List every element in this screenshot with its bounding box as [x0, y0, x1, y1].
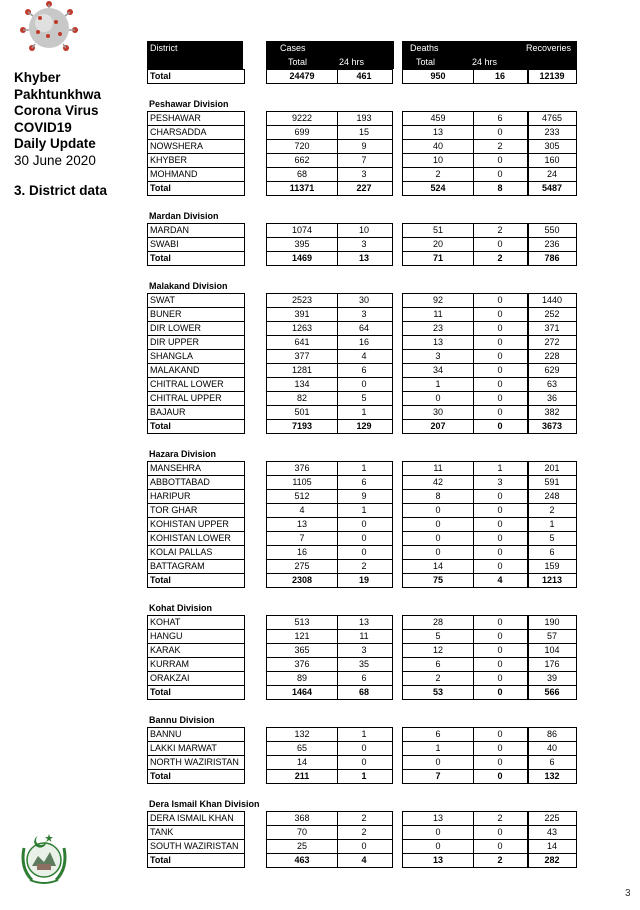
district-name: BUNER [147, 307, 245, 322]
cases-total: 641 [266, 335, 338, 350]
grand-total-label: Total [147, 69, 245, 84]
cases-total: 89 [266, 671, 338, 686]
district-name: ORAKZAI [147, 671, 245, 686]
deaths-total: 0 [402, 825, 474, 840]
deaths-total: 14 [402, 559, 474, 574]
cases-total: 121 [266, 629, 338, 644]
deaths-24hrs: 0 [472, 419, 529, 434]
cases-total: 4 [266, 503, 338, 518]
division-title: Bannu Division [149, 715, 215, 725]
cases-total: 1464 [266, 685, 338, 700]
deaths-total: 23 [402, 321, 474, 336]
cases-total: 368 [266, 811, 338, 826]
recoveries: 591 [527, 475, 577, 490]
deaths-24hrs: 0 [472, 531, 529, 546]
cases-total: 14 [266, 755, 338, 770]
cases-total: 2523 [266, 293, 338, 308]
deaths-total: 42 [402, 475, 474, 490]
district-name: KURRAM [147, 657, 245, 672]
district-name: TANK [147, 825, 245, 840]
cases-24hrs: 2 [336, 825, 393, 840]
recoveries: 86 [527, 727, 577, 742]
district-name: Total [147, 853, 245, 868]
deaths-total: 207 [402, 419, 474, 434]
district-name: LAKKI MARWAT [147, 741, 245, 756]
recoveries: 225 [527, 811, 577, 826]
cases-24hrs: 4 [336, 349, 393, 364]
deaths-total: 0 [402, 755, 474, 770]
division-title: Kohat Division [149, 603, 213, 613]
deaths-24hrs: 0 [472, 293, 529, 308]
grand-total-cases-24hrs: 461 [336, 69, 393, 84]
deaths-total: 8 [402, 489, 474, 504]
cases-24hrs: 30 [336, 293, 393, 308]
title-line: Daily Update [14, 136, 96, 151]
deaths-total: 2 [402, 671, 474, 686]
district-name: NOWSHERA [147, 139, 245, 154]
header-district-label: District [150, 43, 178, 53]
deaths-24hrs: 0 [472, 237, 529, 252]
deaths-total: 0 [402, 503, 474, 518]
header-cases-24hrs: 24 hrs [339, 57, 365, 67]
deaths-24hrs: 0 [472, 349, 529, 364]
recoveries: 63 [527, 377, 577, 392]
recoveries: 1440 [527, 293, 577, 308]
recoveries: 24 [527, 167, 577, 182]
district-name: HANGU [147, 629, 245, 644]
recoveries: 39 [527, 671, 577, 686]
header-deaths-total: Total [416, 57, 436, 67]
district-name: Total [147, 769, 245, 784]
recoveries: 786 [527, 251, 577, 266]
cases-24hrs: 227 [336, 181, 393, 196]
recoveries: 252 [527, 307, 577, 322]
division-title: Malakand Division [149, 281, 228, 291]
cases-total: 134 [266, 377, 338, 392]
cases-24hrs: 16 [336, 335, 393, 350]
district-name: MOHMAND [147, 167, 245, 182]
cases-24hrs: 10 [336, 223, 393, 238]
cases-total: 391 [266, 307, 338, 322]
deaths-total: 13 [402, 853, 474, 868]
cases-24hrs: 11 [336, 629, 393, 644]
recoveries: 1213 [527, 573, 577, 588]
cases-24hrs: 9 [336, 489, 393, 504]
cases-total: 512 [266, 489, 338, 504]
header-cases [266, 41, 394, 69]
deaths-total: 459 [402, 111, 474, 126]
cases-24hrs: 3 [336, 643, 393, 658]
recoveries: 629 [527, 363, 577, 378]
page-number: 3 [625, 888, 631, 899]
cases-total: 365 [266, 643, 338, 658]
cases-24hrs: 68 [336, 685, 393, 700]
recoveries: 371 [527, 321, 577, 336]
deaths-24hrs: 2 [472, 139, 529, 154]
grand-total-cases: 24479 [266, 69, 338, 84]
deaths-24hrs: 2 [472, 223, 529, 238]
district-name: KARAK [147, 643, 245, 658]
deaths-24hrs: 0 [472, 391, 529, 406]
deaths-total: 13 [402, 125, 474, 140]
recoveries: 1 [527, 517, 577, 532]
deaths-total: 3 [402, 349, 474, 364]
deaths-24hrs: 3 [472, 475, 529, 490]
cases-24hrs: 15 [336, 125, 393, 140]
deaths-total: 0 [402, 391, 474, 406]
header-cases-total: Total [288, 57, 308, 67]
cases-24hrs: 7 [336, 153, 393, 168]
cases-total: 132 [266, 727, 338, 742]
recoveries: 43 [527, 825, 577, 840]
cases-total: 16 [266, 545, 338, 560]
deaths-24hrs: 6 [472, 111, 529, 126]
district-name: KHYBER [147, 153, 245, 168]
title-line: Pakhtunkhwa [14, 86, 102, 102]
deaths-24hrs: 0 [472, 629, 529, 644]
deaths-24hrs: 0 [472, 489, 529, 504]
cases-total: 11371 [266, 181, 338, 196]
deaths-total: 53 [402, 685, 474, 700]
deaths-total: 71 [402, 251, 474, 266]
district-name: MARDAN [147, 223, 245, 238]
cases-24hrs: 0 [336, 517, 393, 532]
cases-24hrs: 19 [336, 573, 393, 588]
cases-24hrs: 35 [336, 657, 393, 672]
district-name: TOR GHAR [147, 503, 245, 518]
deaths-total: 11 [402, 461, 474, 476]
deaths-24hrs: 0 [472, 559, 529, 574]
recoveries: 2 [527, 503, 577, 518]
cases-total: 1281 [266, 363, 338, 378]
recoveries: 566 [527, 685, 577, 700]
recoveries: 5487 [527, 181, 577, 196]
deaths-total: 0 [402, 517, 474, 532]
cases-total: 1105 [266, 475, 338, 490]
header-deaths-label: Deaths [410, 43, 439, 53]
district-name: MALAKAND [147, 363, 245, 378]
recoveries: 305 [527, 139, 577, 154]
deaths-total: 20 [402, 237, 474, 252]
recoveries: 6 [527, 755, 577, 770]
deaths-total: 30 [402, 405, 474, 420]
cases-24hrs: 0 [336, 531, 393, 546]
grand-total-recoveries: 12139 [527, 69, 577, 84]
recoveries: 176 [527, 657, 577, 672]
division-title: Mardan Division [149, 211, 219, 221]
cases-24hrs: 1 [336, 727, 393, 742]
deaths-total: 34 [402, 363, 474, 378]
section-title: 3. District data [14, 183, 108, 198]
cases-total: 25 [266, 839, 338, 854]
report-date: 30 June 2020 [14, 152, 96, 168]
recoveries: 550 [527, 223, 577, 238]
sidebar [14, 70, 144, 198]
recoveries: 132 [527, 769, 577, 784]
deaths-24hrs: 0 [472, 839, 529, 854]
cases-total: 662 [266, 153, 338, 168]
recoveries: 159 [527, 559, 577, 574]
cases-24hrs: 1 [336, 461, 393, 476]
cases-total: 377 [266, 349, 338, 364]
deaths-24hrs: 0 [472, 503, 529, 518]
header-district [147, 41, 243, 69]
cases-24hrs: 6 [336, 671, 393, 686]
division-title: Peshawar Division [149, 99, 229, 109]
district-name: Total [147, 573, 245, 588]
district-name: Total [147, 251, 245, 266]
title-line: Corona Virus [14, 103, 99, 118]
deaths-24hrs: 0 [472, 125, 529, 140]
district-name: KOLAI PALLAS [147, 545, 245, 560]
division-title: Hazara Division [149, 449, 217, 459]
district-name: KOHAT [147, 615, 245, 630]
cases-24hrs: 6 [336, 363, 393, 378]
coronavirus-icon [18, 0, 80, 56]
deaths-total: 5 [402, 629, 474, 644]
district-name: BAJAUR [147, 405, 245, 420]
cases-24hrs: 13 [336, 251, 393, 266]
deaths-total: 1 [402, 377, 474, 392]
deaths-24hrs: 0 [472, 755, 529, 770]
deaths-total: 11 [402, 307, 474, 322]
deaths-total: 28 [402, 615, 474, 630]
kp-government-emblem [18, 828, 70, 886]
cases-24hrs: 0 [336, 741, 393, 756]
district-name: DERA ISMAIL KHAN [147, 811, 245, 826]
header-recoveries-label: Recoveries [526, 43, 572, 53]
deaths-24hrs: 0 [472, 517, 529, 532]
title-line: Khyber [14, 70, 61, 85]
deaths-24hrs: 0 [472, 545, 529, 560]
deaths-total: 13 [402, 811, 474, 826]
division-title: Dera Ismail Khan Division [149, 799, 260, 809]
cases-total: 699 [266, 125, 338, 140]
cases-24hrs: 64 [336, 321, 393, 336]
district-name: DIR UPPER [147, 335, 245, 350]
cases-24hrs: 3 [336, 167, 393, 182]
district-name: Total [147, 685, 245, 700]
header-deaths [402, 41, 530, 69]
cases-total: 13 [266, 517, 338, 532]
deaths-24hrs: 2 [472, 853, 529, 868]
cases-24hrs: 6 [336, 475, 393, 490]
district-name: PESHAWAR [147, 111, 245, 126]
deaths-24hrs: 0 [472, 657, 529, 672]
recoveries: 14 [527, 839, 577, 854]
deaths-24hrs: 0 [472, 377, 529, 392]
cases-24hrs: 1 [336, 769, 393, 784]
deaths-24hrs: 0 [472, 769, 529, 784]
deaths-24hrs: 0 [472, 685, 529, 700]
deaths-24hrs: 0 [472, 335, 529, 350]
deaths-24hrs: 2 [472, 811, 529, 826]
deaths-24hrs: 0 [472, 825, 529, 840]
cases-total: 720 [266, 139, 338, 154]
deaths-24hrs: 4 [472, 573, 529, 588]
cases-total: 2308 [266, 573, 338, 588]
cases-24hrs: 0 [336, 755, 393, 770]
cases-total: 9222 [266, 111, 338, 126]
cases-total: 7 [266, 531, 338, 546]
cases-24hrs: 3 [336, 307, 393, 322]
cases-total: 501 [266, 405, 338, 420]
cases-total: 82 [266, 391, 338, 406]
district-name: BANNU [147, 727, 245, 742]
cases-total: 211 [266, 769, 338, 784]
cases-total: 1074 [266, 223, 338, 238]
cases-total: 395 [266, 237, 338, 252]
cases-24hrs: 9 [336, 139, 393, 154]
grand-total-deaths: 950 [402, 69, 474, 84]
district-name: CHARSADDA [147, 125, 245, 140]
deaths-total: 13 [402, 335, 474, 350]
district-name: MANSEHRA [147, 461, 245, 476]
cases-24hrs: 193 [336, 111, 393, 126]
cases-total: 70 [266, 825, 338, 840]
title-line: COVID19 [14, 119, 72, 135]
cases-24hrs: 13 [336, 615, 393, 630]
deaths-24hrs: 0 [472, 741, 529, 756]
district-name: SOUTH WAZIRISTAN [147, 839, 245, 854]
deaths-total: 524 [402, 181, 474, 196]
deaths-total: 40 [402, 139, 474, 154]
cases-24hrs: 2 [336, 559, 393, 574]
deaths-total: 6 [402, 727, 474, 742]
district-name: Total [147, 419, 245, 434]
deaths-24hrs: 0 [472, 321, 529, 336]
deaths-24hrs: 0 [472, 643, 529, 658]
deaths-24hrs: 0 [472, 405, 529, 420]
deaths-24hrs: 0 [472, 307, 529, 322]
district-name: CHITRAL UPPER [147, 391, 245, 406]
recoveries: 282 [527, 853, 577, 868]
cases-24hrs: 5 [336, 391, 393, 406]
cases-total: 65 [266, 741, 338, 756]
recoveries: 5 [527, 531, 577, 546]
header-recoveries [525, 41, 577, 69]
district-name: SWABI [147, 237, 245, 252]
deaths-total: 12 [402, 643, 474, 658]
deaths-24hrs: 8 [472, 181, 529, 196]
recoveries: 382 [527, 405, 577, 420]
cases-24hrs: 0 [336, 839, 393, 854]
cases-24hrs: 1 [336, 503, 393, 518]
deaths-total: 51 [402, 223, 474, 238]
deaths-total: 1 [402, 741, 474, 756]
deaths-24hrs: 0 [472, 727, 529, 742]
cases-24hrs: 1 [336, 405, 393, 420]
recoveries: 201 [527, 461, 577, 476]
recoveries: 228 [527, 349, 577, 364]
deaths-24hrs: 0 [472, 671, 529, 686]
deaths-24hrs: 0 [472, 153, 529, 168]
cases-24hrs: 3 [336, 237, 393, 252]
cases-total: 513 [266, 615, 338, 630]
header-deaths-24hrs: 24 hrs [472, 57, 498, 67]
deaths-24hrs: 1 [472, 461, 529, 476]
district-name: NORTH WAZIRISTAN [147, 755, 245, 770]
deaths-24hrs: 0 [472, 363, 529, 378]
district-name: DIR LOWER [147, 321, 245, 336]
deaths-total: 6 [402, 657, 474, 672]
recoveries: 57 [527, 629, 577, 644]
deaths-total: 0 [402, 545, 474, 560]
district-name: CHITRAL LOWER [147, 377, 245, 392]
deaths-total: 92 [402, 293, 474, 308]
deaths-24hrs: 0 [472, 615, 529, 630]
cases-24hrs: 0 [336, 377, 393, 392]
district-name: BATTAGRAM [147, 559, 245, 574]
cases-total: 376 [266, 657, 338, 672]
district-name: KOHISTAN LOWER [147, 531, 245, 546]
cases-total: 463 [266, 853, 338, 868]
deaths-total: 2 [402, 167, 474, 182]
cases-24hrs: 2 [336, 811, 393, 826]
cases-total: 376 [266, 461, 338, 476]
cases-total: 7193 [266, 419, 338, 434]
cases-total: 275 [266, 559, 338, 574]
district-name: SHANGLA [147, 349, 245, 364]
cases-total: 68 [266, 167, 338, 182]
deaths-24hrs: 2 [472, 251, 529, 266]
district-name: KOHISTAN UPPER [147, 517, 245, 532]
header-cases-label: Cases [280, 43, 306, 53]
cases-24hrs: 129 [336, 419, 393, 434]
cases-24hrs: 4 [336, 853, 393, 868]
cases-24hrs: 0 [336, 545, 393, 560]
recoveries: 190 [527, 615, 577, 630]
deaths-total: 0 [402, 839, 474, 854]
deaths-total: 0 [402, 531, 474, 546]
cases-total: 1263 [266, 321, 338, 336]
recoveries: 104 [527, 643, 577, 658]
district-name: HARIPUR [147, 489, 245, 504]
cases-total: 1469 [266, 251, 338, 266]
recoveries: 3673 [527, 419, 577, 434]
recoveries: 236 [527, 237, 577, 252]
deaths-total: 75 [402, 573, 474, 588]
recoveries: 40 [527, 741, 577, 756]
deaths-total: 7 [402, 769, 474, 784]
recoveries: 272 [527, 335, 577, 350]
district-name: ABBOTTABAD [147, 475, 245, 490]
recoveries: 6 [527, 545, 577, 560]
grand-total-deaths-24hrs: 16 [472, 69, 529, 84]
recoveries: 4765 [527, 111, 577, 126]
recoveries: 36 [527, 391, 577, 406]
recoveries: 248 [527, 489, 577, 504]
recoveries: 160 [527, 153, 577, 168]
deaths-total: 10 [402, 153, 474, 168]
recoveries: 233 [527, 125, 577, 140]
deaths-24hrs: 0 [472, 167, 529, 182]
district-name: Total [147, 181, 245, 196]
district-name: SWAT [147, 293, 245, 308]
